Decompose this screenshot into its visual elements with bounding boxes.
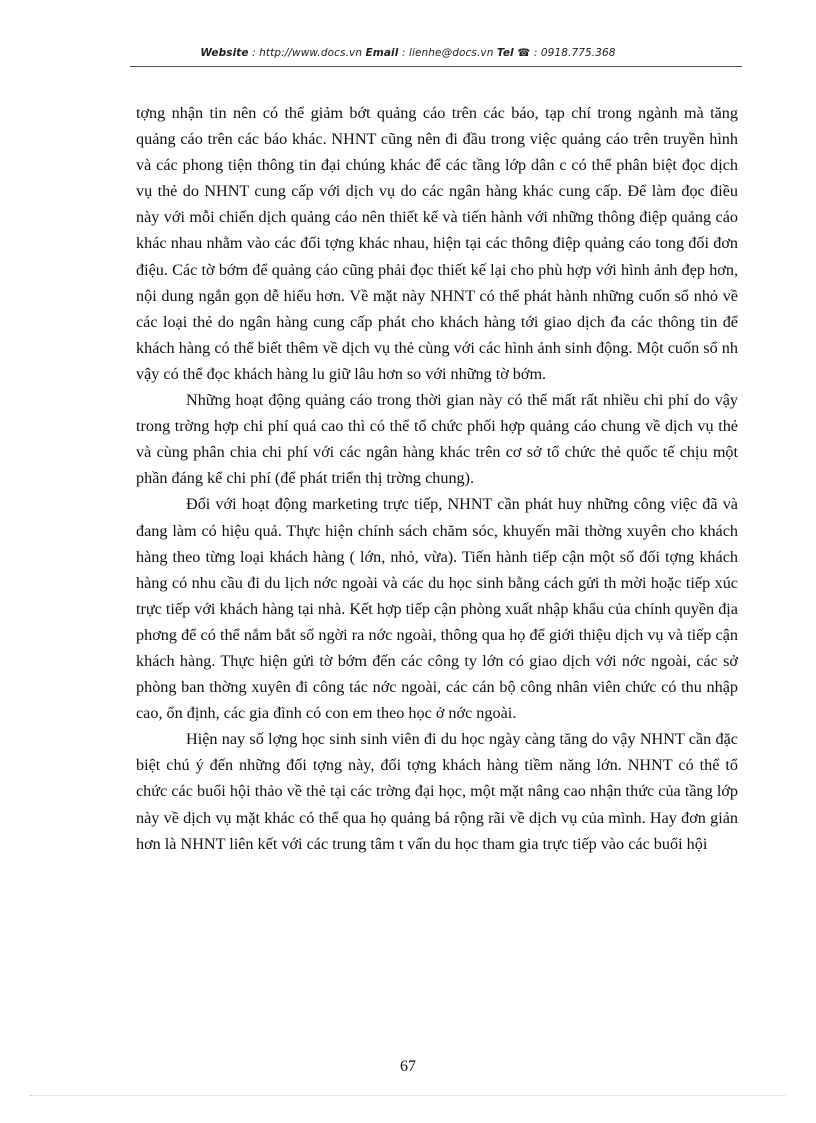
header-divider bbox=[130, 66, 742, 67]
website-value: : http://www.docs.vn bbox=[248, 47, 366, 59]
email-label: Email bbox=[365, 47, 399, 59]
paragraph-continuation: tợng nhận tin nên có thể giảm bớt quảng cáo trên các báo, tạp chí trong ngành mà tăng quảng cáo trên các báo khác. NHNT cũng nên đi đầu trong việc quảng cáo trên truyền hình và các phong tiện thông tin đại chúng khác để các tầng lớp dân c có thể phân biệt đọc dịch vụ thẻ do NHNT cung cấp với dịch vụ do các ngân hàng khác cung cấp. Để làm đọc điều này với mỗi chiến dịch quảng cáo nên thiết kế và tiến hành với những thông điệp quảng cáo khác nhau nhằm vào các đối tợng khác nhau, hiện tại các thông điệp quảng cáo tong đối đơn điệu. Các tờ bớm để quảng cáo cũng phải đọc thiết kế lại cho phù hợp với hình ảnh đẹp hơn, nội dung ngắn gọn dễ hiểu hơn. Về mặt này NHNT có thể phát hành những cuốn sổ nhỏ về các loại thẻ do ngân hàng cung cấp phát cho khách hàng tới giao dịch đa các thông tin để khách hàng có thể biết thêm về dịch vụ thẻ cùng với các hình ảnh sinh động. Một cuốn sổ nh vậy có thể đọc khách hàng lu giữ lâu hơn so với những tờ bớm. bbox=[136, 104, 738, 383]
page-bottom-divider bbox=[30, 1095, 786, 1096]
tel-label: Tel bbox=[496, 47, 514, 59]
document-body bbox=[136, 100, 738, 857]
page-number: 67 bbox=[400, 1058, 416, 1075]
tel-value: : 0918.775.368 bbox=[530, 47, 616, 59]
email-value: : lienhe@docs.vn bbox=[398, 47, 497, 59]
phone-icon: ☎ bbox=[517, 47, 531, 59]
page-header bbox=[0, 47, 816, 59]
paragraph: Hiện nay số lợng học sinh sinh viên đi du học ngày càng tăng do vậy NHNT cần đặc biệt chú ý đến những đối tợng này, đối tợng khách hàng tiềm năng lớn. NHNT có thể tổ chức các buổi hội thảo về thẻ tại các trờng đại học, một mặt nâng cao nhận thức của tầng lớp này về dịch vụ mặt khác có thể qua họ quảng bá rộng rãi về dịch vụ của mình. Hay đơn giản hơn là NHNT liên kết với các trung tâm t vấn du học tham gia trực tiếp vào các buổi hội bbox=[136, 730, 738, 853]
paragraph: Những hoạt động quảng cáo trong thời gian này có thể mất rất nhiều chi phí do vậy trong trờng hợp chi phí quá cao thì có thể tổ chức phối hợp quảng cáo chung về dịch vụ thẻ và cùng phân chia chi phí với các ngân hàng khác trên cơ sở tổ chức thẻ quốc tế chịu một phần đáng kể chi phí (để phát triển thị trờng chung). bbox=[136, 391, 738, 488]
paragraph: Đối với hoạt động marketing trực tiếp, NHNT cần phát huy những công việc đã và đang làm có hiệu quả. Thực hiện chính sách chăm sóc, khuyến mãi thờng xuyên cho khách hàng theo từng loại khách hàng ( lớn, nhỏ, vừa). Tiến hành tiếp cận một số đối tợng khách hàng có nhu cầu đi du lịch nớc ngoài và các du học sinh bằng cách gửi th mời hoặc tiếp xúc trực tiếp với khách hàng tại nhà. Kết hợp tiếp cận phòng xuất nhập khẩu của chính quyền địa phơng để có thể nắm bắt số ngời ra nớc ngoài, thông qua họ để giới thiệu dịch vụ và tiếp cận khách hàng. Thực hiện gửi tờ bớm đến các công ty lớn có giao dịch với nớc ngoài, các sở phòng ban thờng xuyên đi công tác nớc ngoài, các cán bộ công nhân viên chức có thu nhập cao, ổn định, các gia đình có con em theo học ở nớc ngoài. bbox=[136, 495, 738, 723]
website-label: Website bbox=[200, 47, 249, 59]
